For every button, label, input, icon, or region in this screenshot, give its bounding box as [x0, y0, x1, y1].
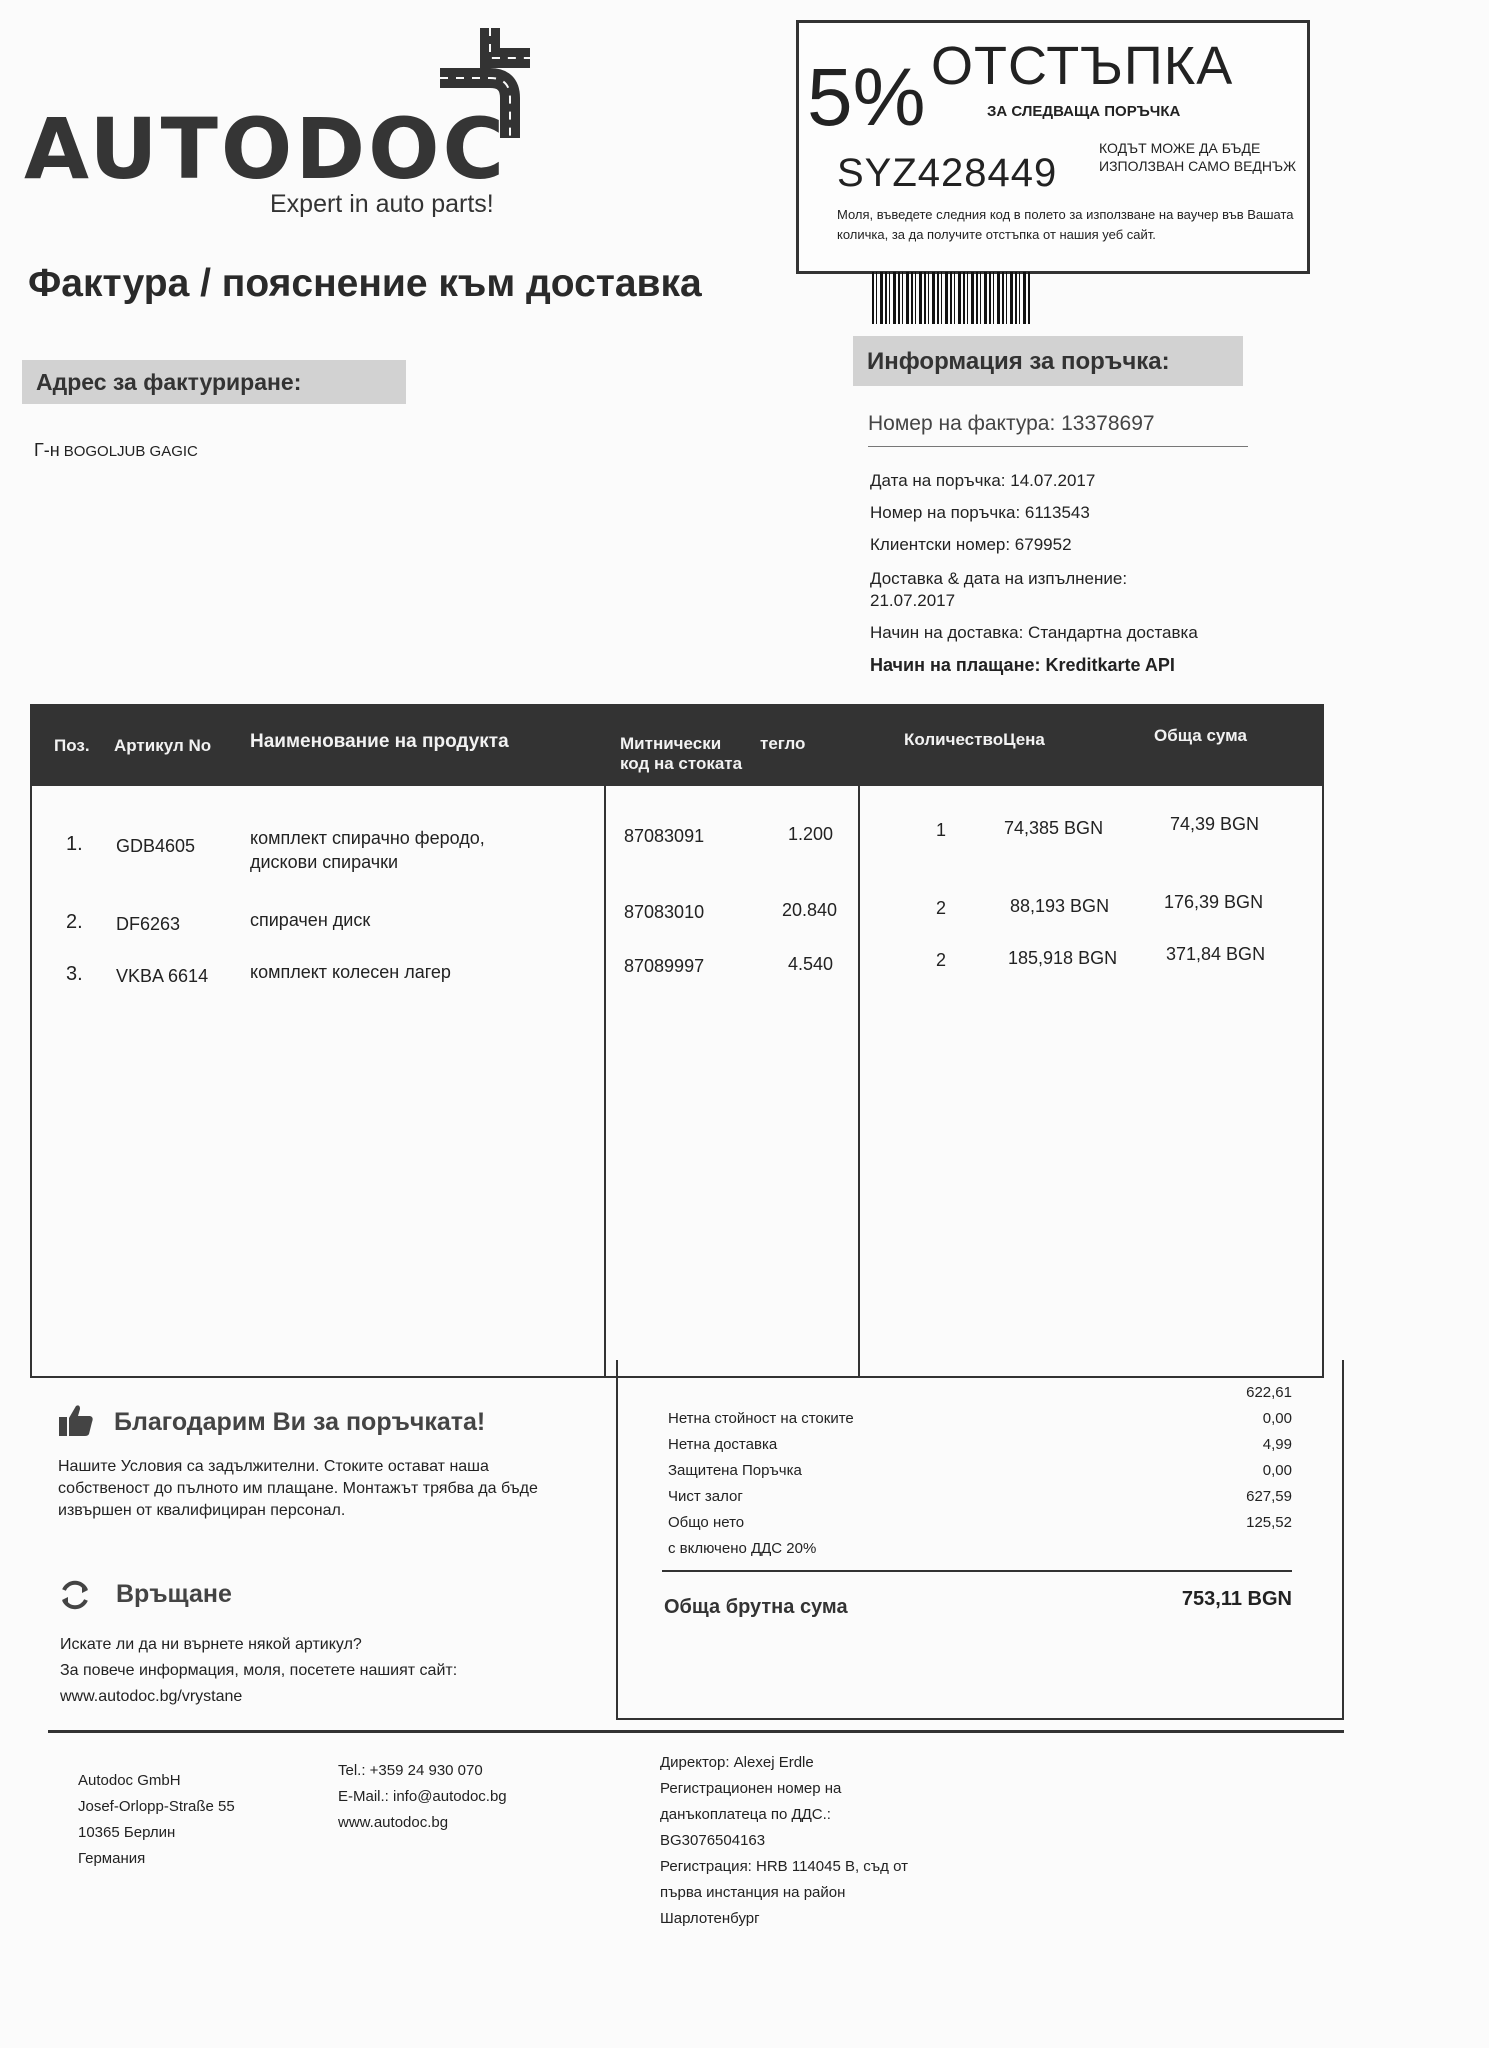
- footer-line: Германия: [78, 1850, 146, 1867]
- row-1-pos: 1.: [66, 833, 83, 855]
- returns-heading: Връщане: [116, 1580, 232, 1608]
- customer-name: BOGOLJUB GAGIC: [63, 443, 198, 460]
- order-date: Дата на поръчка: 14.07.2017: [870, 471, 1096, 490]
- items-table: [30, 704, 1324, 1378]
- col-qty-price: КоличествоЦена: [904, 730, 1045, 749]
- footer-line: данъкоплатеца по ДДС.:: [660, 1806, 831, 1823]
- table-header: [32, 706, 1322, 786]
- invoice-value: 13378697: [1061, 412, 1155, 435]
- totals-box: [616, 1360, 1344, 1720]
- thumbs-up-icon: [58, 1402, 94, 1438]
- row-2-total: 176,39 BGN: [1164, 892, 1264, 912]
- logo-road-mark-icon: [420, 28, 540, 138]
- delivery-label: Доставка & дата на изпълнение:: [870, 569, 1128, 588]
- invoice-number: [868, 412, 1155, 436]
- column-divider: [604, 786, 606, 1376]
- column-divider: [858, 786, 860, 1376]
- footer-line: Регистрационен номер на: [660, 1780, 842, 1797]
- returns-line: За повече информация, моля, посетете нашият сайт:: [60, 1662, 458, 1679]
- footer-line: BG3076504163: [660, 1832, 766, 1849]
- col-article: Артикул No: [114, 736, 212, 755]
- terms-text: Нашите Условия са задължителни. Стоките остават наша собственост до пълното им плащане. Монтажът трябва да бъде извършен от квалифициран персонал.: [58, 1458, 538, 1519]
- invoice-label: Номер на фактура:: [868, 412, 1056, 435]
- footer-website[interactable]: www.autodoc.bg: [338, 1814, 449, 1831]
- footer-line: Директор: Alexej Erdle: [660, 1754, 814, 1771]
- footer-line: първа инстанция на район: [660, 1884, 846, 1901]
- order-info-header-label: Информация за поръчка:: [867, 348, 1170, 375]
- coupon-code: SYZ428449: [837, 151, 1058, 195]
- total-line-value: 4,99: [1262, 1436, 1292, 1453]
- total-line-label: Общо нето: [668, 1514, 745, 1531]
- col-total: Обща сума: [1154, 726, 1247, 745]
- returns-link[interactable]: www.autodoc.bg/vrystane: [60, 1688, 243, 1705]
- barcode-icon: [872, 272, 1032, 324]
- grand-total-value: 753,11 BGN: [1181, 1588, 1292, 1610]
- grand-total-label: Обща брутна сума: [664, 1596, 848, 1618]
- row-1-price: 74,385 BGN: [1004, 818, 1104, 838]
- row-1-weight: 1.200: [788, 824, 834, 844]
- row-1-total: 74,39 BGN: [1170, 814, 1260, 834]
- footer-legal: [660, 1750, 908, 1932]
- total-line-value: 0,00: [1262, 1462, 1292, 1479]
- document-title: Фактура / пояснение към доставка: [28, 262, 702, 305]
- row-3-pos: 3.: [66, 963, 83, 985]
- row-1-name: комплект спирачно феродо, дискови спирачки: [250, 828, 485, 872]
- row-2-price: 88,193 BGN: [1010, 896, 1110, 916]
- billing-header-label: Адрес за фактуриране:: [36, 369, 302, 395]
- col-customs: Митнически код на стоката: [620, 734, 743, 773]
- row-3-total: 371,84 BGN: [1166, 944, 1266, 964]
- col-pos: Поз.: [54, 736, 90, 755]
- row-2-pos: 2.: [66, 911, 83, 933]
- returns-text: [60, 1632, 580, 1710]
- row-3-name: комплект колесен лагер: [250, 962, 451, 982]
- refresh-icon: [58, 1578, 92, 1612]
- row-2-customs: 87083010: [624, 902, 705, 922]
- row-3-price: 185,918 BGN: [1008, 948, 1118, 968]
- footer-line: 10365 Берлин: [78, 1824, 176, 1841]
- footer-phone: Tel.: +359 24 930 070: [338, 1762, 483, 1779]
- col-name: Наименование на продукта: [250, 731, 509, 752]
- coupon-headline: ОТСТЪПКА: [931, 36, 1234, 96]
- thanks-heading: Благодарим Ви за поръчката!: [114, 1408, 486, 1436]
- total-line-label: Нетна доставка: [668, 1436, 778, 1453]
- shipping-method: Начин на доставка: Стандартна доставка: [870, 623, 1198, 642]
- customer-number: Клиентски номер: 679952: [870, 535, 1072, 554]
- total-line-value: 125,52: [1246, 1514, 1292, 1531]
- col-weight: тегло: [760, 734, 806, 753]
- totals-divider: [662, 1570, 1292, 1572]
- total-line-label: с включено ДДС 20%: [668, 1540, 817, 1557]
- total-line-label: Защитена Поръчка: [668, 1462, 802, 1479]
- footer-company: [78, 1768, 235, 1872]
- row-2-name: спирачен диск: [250, 910, 371, 930]
- coupon-instructions: Моля, въведете следния код в полето за използване на ваучер във Вашата количка, за да получите отстъпка от нашия уеб сайт.: [837, 207, 1294, 242]
- coupon-percent: 5%: [807, 52, 926, 143]
- row-1-customs: 87083091: [624, 826, 705, 846]
- row-2-weight: 20.840: [782, 900, 838, 920]
- row-1-qty: 1: [936, 820, 947, 840]
- order-number: Номер на поръчка: 6113543: [870, 503, 1090, 522]
- row-2-article: DF6263: [116, 914, 181, 934]
- row-3-qty: 2: [936, 950, 947, 970]
- row-3-article: VKBA 6614: [116, 966, 209, 986]
- coupon-subtitle: ЗА СЛЕДВАЩА ПОРЪЧКА: [987, 103, 1181, 120]
- row-2-qty: 2: [936, 898, 947, 918]
- row-1-article: GDB4605: [116, 836, 196, 856]
- billing-header: [22, 360, 406, 404]
- returns-line: Искате ли да ни върнете някой артикул?: [60, 1636, 362, 1653]
- divider: [868, 446, 1248, 447]
- payment-method: Начин на плащане: Kreditkarte API: [870, 655, 1175, 675]
- total-line-label: Нетна стойност на стоките: [668, 1410, 854, 1427]
- footer-divider: [48, 1730, 1344, 1733]
- total-line-value: 0,00: [1262, 1410, 1292, 1427]
- footer-line: Регистрация: HRB 114045 B, съд от: [660, 1858, 908, 1875]
- autodoc-logo: AUTODOC: [24, 100, 508, 198]
- footer-line: Шарлотенбург: [660, 1910, 760, 1927]
- row-3-weight: 4.540: [788, 954, 834, 974]
- logo-tagline: Expert in auto parts!: [270, 190, 494, 218]
- footer-email[interactable]: E-Mail.: info@autodoc.bg: [338, 1788, 507, 1805]
- total-line-value: 622,61: [1246, 1384, 1292, 1401]
- order-info-header: [853, 336, 1243, 386]
- coupon-once-note: КОДЪТ МОЖЕ ДА БЪДЕ ИЗПОЛЗВАН САМО ВЕДНЪЖ: [1099, 140, 1297, 174]
- discount-coupon: [796, 20, 1310, 274]
- row-3-customs: 87089997: [624, 956, 705, 976]
- billing-recipient: [34, 440, 198, 461]
- delivery-date: 21.07.2017: [870, 591, 956, 610]
- footer-line: Autodoc GmbH: [78, 1772, 181, 1789]
- total-line-label: Чист залог: [668, 1488, 743, 1505]
- salutation: Г-н: [34, 440, 60, 460]
- footer-line: Josef-Orlopp-Straße 55: [78, 1798, 235, 1815]
- total-line-value: 627,59: [1246, 1488, 1292, 1505]
- footer-contact: [338, 1758, 507, 1836]
